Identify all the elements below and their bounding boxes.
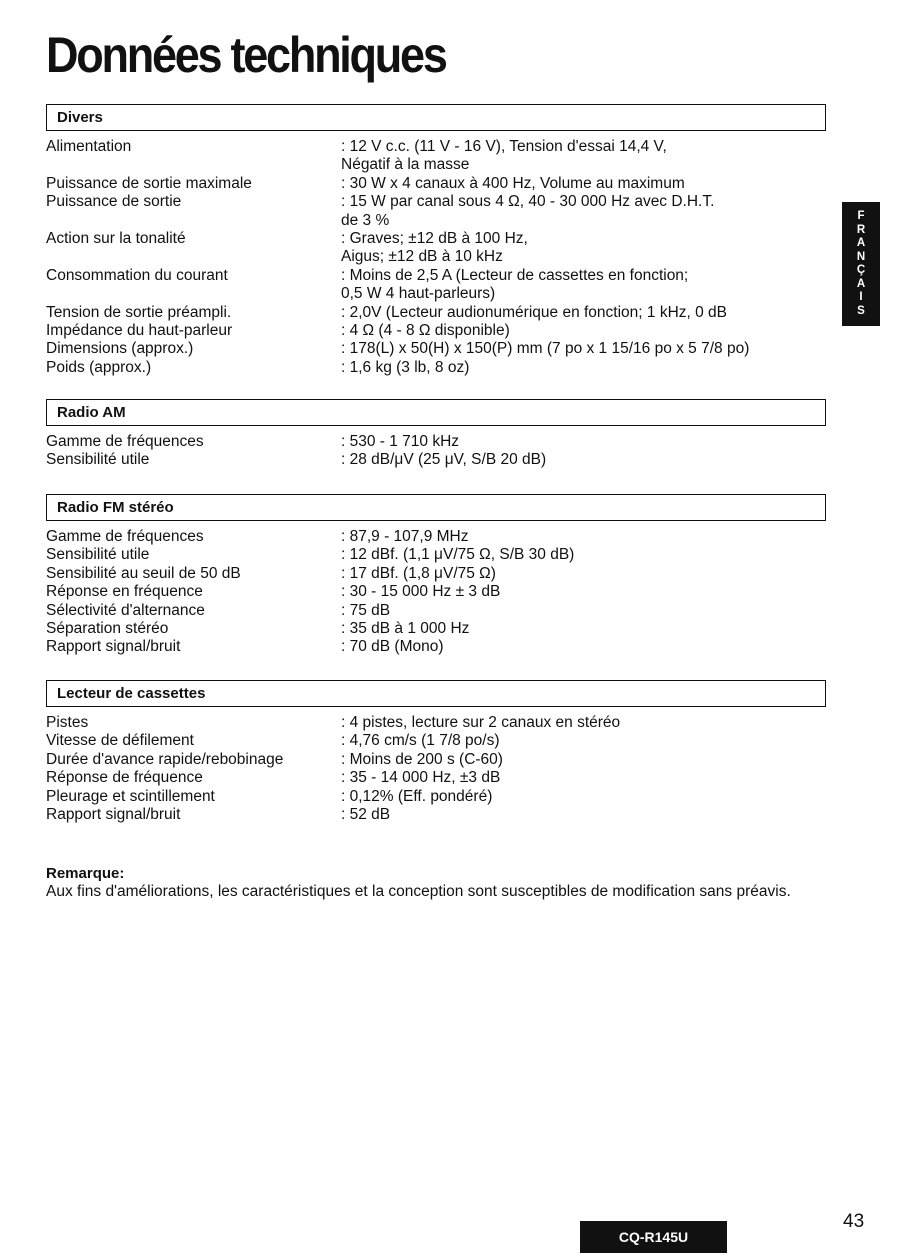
spec-value: : 35 dB à 1 000 Hz (341, 620, 470, 638)
spec-label: Sensibilité utile (46, 546, 150, 564)
spec-value: : 4 Ω (4 - 8 Ω disponible) (341, 322, 510, 340)
spec-label: Tension de sortie préampli. (46, 303, 232, 321)
spec-row (46, 546, 821, 564)
spec-row (46, 138, 821, 175)
spec-value: : 2,0V (Lecteur audionumérique en fonction; 1 kHz, 0 dB (341, 303, 728, 321)
section-header-radio-fm (46, 494, 826, 521)
spec-value: : 12 dBf. (1,1 μV/75 Ω, S/B 30 dB) (341, 546, 575, 564)
page-number: 43 (843, 1211, 865, 1232)
spec-value: : 30 W x 4 canaux à 400 Hz, Volume au maximum (341, 174, 685, 192)
spec-row (46, 433, 821, 451)
spec-row (46, 322, 821, 340)
spec-label: Gamme de fréquences (46, 433, 204, 450)
spec-label: Vitesse de défilement (46, 732, 194, 750)
spec-label: Consommation du courant (46, 266, 228, 284)
spec-value: : 15 W par canal sous 4 Ω, 40 - 30 000 Hz avec D.H.T. de 3 % (341, 193, 715, 229)
spec-value: : 12 V c.c. (11 V - 16 V), Tension d'essai 14,4 V, Négatif à la masse (341, 138, 667, 174)
spec-value: : 52 dB (341, 806, 391, 824)
spec-row (46, 769, 821, 787)
spec-value: : 178(L) x 50(H) x 150(P) mm (7 po x 1 15/16 po x 5 7/8 po) (341, 340, 750, 358)
language-tab-letter: N (856, 250, 866, 263)
spec-row (46, 620, 821, 638)
spec-row (46, 359, 821, 377)
spec-row (46, 340, 821, 358)
spec-label: Rapport signal/bruit (46, 638, 181, 656)
spec-row (46, 528, 821, 546)
section-title: Divers (57, 109, 103, 126)
spec-list-radio-am (46, 433, 821, 470)
spec-row (46, 230, 821, 267)
spec-row (46, 175, 821, 193)
spec-value: : Moins de 2,5 A (Lecteur de cassettes en fonction; 0,5 W 4 haut-parleurs) (341, 266, 689, 303)
page-title: Données techniques (46, 27, 446, 83)
section-title: Radio AM (57, 404, 126, 421)
spec-label: Poids (approx.) (46, 358, 152, 376)
spec-label: Réponse en fréquence (46, 583, 203, 601)
language-tab-letter: A (856, 237, 866, 249)
spec-value: : Graves; ±12 dB à 100 Hz, Aigus; ±12 dB à 10 kHz (341, 230, 528, 266)
language-tab-letter: R (856, 223, 866, 236)
spec-label: Séparation stéréo (46, 620, 169, 638)
model-badge: CQ-R145U (580, 1221, 727, 1253)
spec-value: : 87,9 - 107,9 MHz (341, 528, 469, 545)
section-title: Lecteur de cassettes (57, 685, 206, 702)
spec-row (46, 602, 821, 620)
spec-row (46, 451, 821, 469)
spec-label: Alimentation (46, 138, 132, 155)
spec-label: Sélectivité d'alternance (46, 601, 205, 619)
spec-value: : Moins de 200 s (C-60) (341, 750, 503, 768)
spec-label: Pleurage et scintillement (46, 787, 215, 805)
spec-value: : 35 - 14 000 Hz, ±3 dB (341, 769, 501, 787)
spec-row (46, 751, 821, 769)
remark-title: Remarque: (46, 865, 125, 882)
spec-label: Puissance de sortie maximale (46, 174, 252, 192)
spec-list-divers (46, 138, 821, 377)
spec-label: Impédance du haut-parleur (46, 322, 233, 340)
spec-list-cassette (46, 714, 821, 824)
spec-row (46, 304, 821, 322)
spec-value: : 30 - 15 000 Hz ± 3 dB (341, 583, 501, 601)
language-tab-letter: S (857, 304, 865, 317)
spec-row (46, 788, 821, 806)
spec-row (46, 638, 821, 656)
spec-label: Puissance de sortie (46, 193, 182, 211)
spec-label: Sensibilité au seuil de 50 dB (46, 564, 241, 582)
spec-row (46, 583, 821, 601)
spec-label: Sensibilité utile (46, 451, 150, 469)
spec-row (46, 267, 821, 304)
spec-value: : 1,6 kg (3 lb, 8 oz) (341, 358, 470, 376)
language-tab-letter: Ç (856, 264, 866, 276)
spec-label: Action sur la tonalité (46, 230, 186, 248)
remark-text: Aux fins d'améliorations, les caractéristiques et la conception sont susceptibles de modification sans préavis. (46, 883, 791, 900)
language-tab-letter: A (856, 277, 866, 290)
spec-label: Rapport signal/bruit (46, 806, 181, 824)
spec-label: Gamme de fréquences (46, 528, 204, 545)
language-tab-letter: F (857, 210, 865, 222)
section-header-divers (46, 104, 826, 131)
spec-value: : 28 dB/μV (25 μV, S/B 20 dB) (341, 451, 547, 469)
spec-row (46, 565, 821, 583)
spec-row (46, 806, 821, 824)
spec-row (46, 193, 821, 230)
spec-label: Pistes (46, 714, 89, 731)
spec-list-radio-fm (46, 528, 821, 657)
spec-label: Dimensions (approx.) (46, 340, 194, 358)
spec-value: : 17 dBf. (1,8 μV/75 Ω) (341, 564, 496, 582)
spec-label: Durée d'avance rapide/rebobinage (46, 750, 284, 768)
section-header-radio-am (46, 399, 826, 426)
spec-value: : 70 dB (Mono) (341, 638, 444, 656)
spec-label: Réponse de fréquence (46, 769, 203, 787)
spec-value: : 4 pistes, lecture sur 2 canaux en stéréo (341, 714, 621, 731)
spec-row (46, 714, 821, 732)
language-tab-letter: I (859, 291, 863, 303)
spec-value: : 530 - 1 710 kHz (341, 433, 460, 450)
spec-value: : 75 dB (341, 601, 391, 619)
section-title: Radio FM stéréo (57, 499, 174, 516)
spec-row (46, 732, 821, 750)
section-header-cassette (46, 680, 826, 707)
spec-value: : 4,76 cm/s (1 7/8 po/s) (341, 732, 500, 750)
language-tab-francais (842, 202, 880, 326)
spec-value: : 0,12% (Eff. pondéré) (341, 787, 493, 805)
